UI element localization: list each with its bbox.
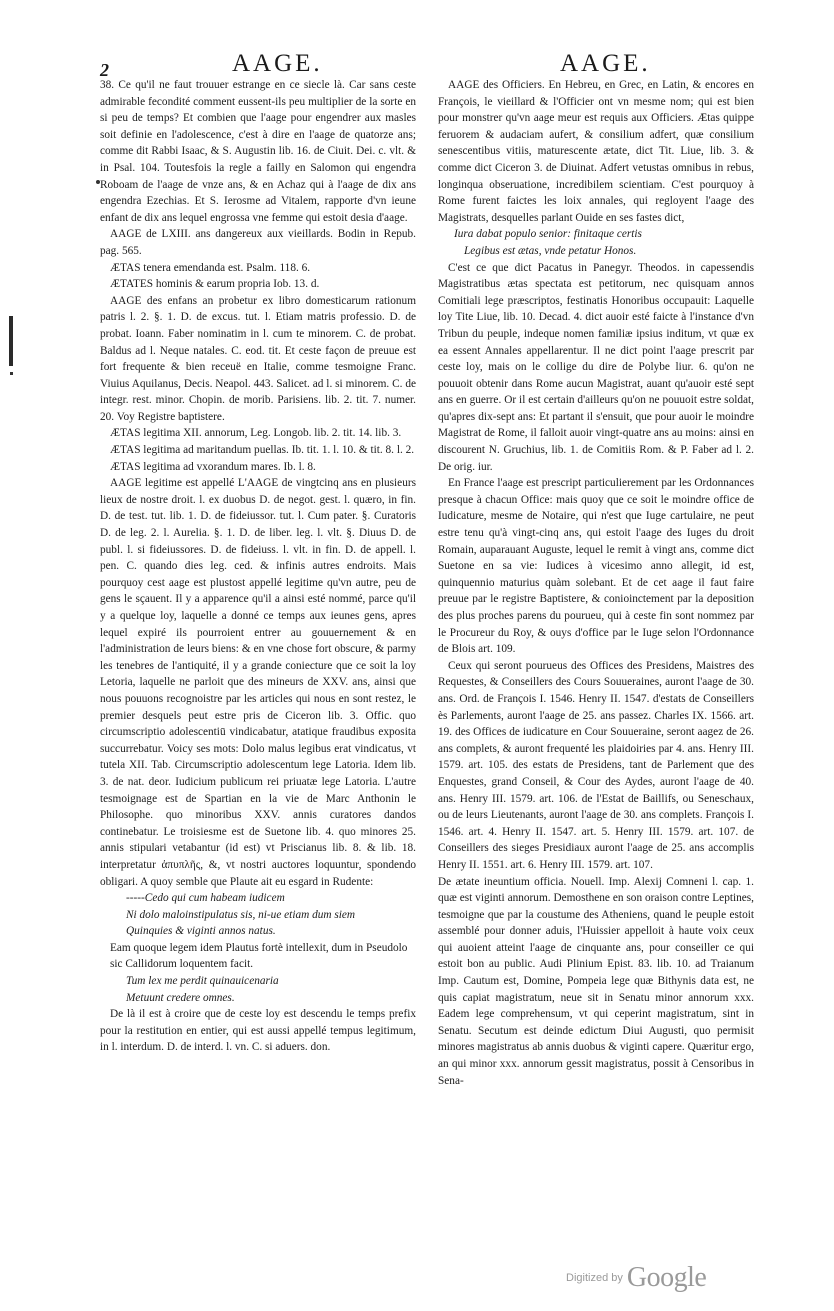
paragraph: Ceux qui seront pourueus des Offices des Presidens, Maistres des Requestes, & Conseillers des Cours Souueraines, auront l'aage de 30. ans. Ord. de François I. 1546. Henry II. 1547. d'estats de Conseillers ès Parlements, auront l'aage de 25. ans passez. Charles IX. 1566. art. 19. des Offices de iudicature en Cour Souueraine, seront aagez de 26. ans complets, & auront frequenté les plaidoiries par 4. ans. Henry III. 1579. art. 105. des estats de Presidens, tant de Parlement que des Enquestes, grand Conseil, & Cour des Aydes, auront l'aage de 40. ans. Henry III. 1579. art. 106. de l'Estat de Baillifs, ou Seneschaux, ou de leurs Lieutenants, auront l'aage de 30. ans complets. François I. 1546. art. 4. Henry II. 1547. art. 5. Henry III. 1579. art. 107. de Conseillers des sieges Presidiaux auront l'aage de 25. ans accomplis Henry II. 1551. art. 6. Henry III. 1579. art. 107. [438, 659, 754, 871]
verse-line: Ni dolo maloinstipulatus sis, ni-ue etiam dum siem [126, 908, 356, 921]
entry: ÆTATES hominis & earum propria Iob. 13. d. [110, 278, 320, 291]
right-column [438, 77, 754, 1089]
running-head-right: AAGE. [560, 50, 651, 77]
verse-line: Iura dabat populo senior: finitaque certis [454, 228, 642, 241]
entry: AAGE des enfans an probetur ex libro domesticarum rationum patris l. 2. §. 1. D. de excus. tut. l. Etiam matris professio. D. de probat. Ioann. Faber nominatim in l. cum te minorem. C. de probat. Baldus ad l. Neque natales. C. eod. tit. Et ceste façon de preuue est fort frequente & bien receuë en Italie, comme tesmoigne Franc. Viuius Aquilanus, Decis. Neapol. 443. Salicet. ad l. si minorem. C. de integr. rest. minor. Chopin. de morib. Parisiens. lib. 2. tit. 7. numer. 20. Voy Registre baptistere. [100, 294, 416, 423]
entry: AAGE de LXIII. ans dangereux aux vieillards. Bodin in Repub. pag. 565. [100, 228, 416, 257]
entry: ÆTAS tenera emendanda est. Psalm. 118. 6. [110, 261, 311, 274]
page-number: 2 [100, 60, 109, 80]
paragraph: 38. Ce qu'il ne faut trouuer estrange en ce siecle là. Car sans ceste admirable fecondité comment eussent-ils peu multiplier de la sorte en si peu de temps? Et combien que l'aage pour engendrer aux masles soit definie en l'adolescence, c'est à dire en l'aage de quatorze ans; comme dit Rabbi Isaac, & S. Augustin lib. 16. de Ciuit. Dei. c. vlt. & in Psal. 104. Toutesfois la regle a failly en Salomon qui engendra Roboam de l'aage de vnze ans, & en Achaz qui à l'aage de dix ans engendra Ezechias. Et S. Ierosme ad Vitalem, rapporte d'vn ieune enfant de dix ans lequel engrossa vne femme qui estoit desia d'aage. [100, 79, 416, 224]
verse-line: -----Cedo qui cum habeam iudicem [126, 892, 285, 905]
verse-line: Metuunt credere omnes. [126, 991, 235, 1004]
entry: ÆTAS legitima XII. annorum, Leg. Longob. lib. 2. tit. 14. lib. 3. [110, 427, 402, 440]
entry: ÆTAS legitima ad maritandum puellas. Ib. tit. 1. l. 10. & tit. 8. l. 2. [110, 444, 415, 457]
watermark-prefix: Digitized by [566, 1272, 623, 1284]
verse-line: Tum lex me perdit quinauicenaria [126, 975, 279, 988]
paragraph: De là il est à croire que de ceste loy est descendu le temps prefix pour la restitution en entier, qui est aussi appellé tempus legitimum, in l. interdum. D. de interd. l. vn. C. si aduers. don. [100, 1008, 416, 1054]
digitized-by-google-watermark [566, 1262, 716, 1296]
paragraph: Eam quoque legem idem Plautus fortè intellexit, dum in Pseudolo sic Callidorum loquentem facit. [110, 941, 408, 971]
running-head-left: AAGE. [232, 50, 323, 77]
left-column [100, 77, 416, 1056]
entry: AAGE des Officiers. En Hebreu, en Grec, en Latin, & encores en François, le vieillard & l'Officier ont vn mesme nom; qui est bien pour monstrer qu'vn aage meur est requis aux Officiers. Ætas quippe feruorem & audaciam aufert, & consilium adfert, quæ consilium senescentibus vitiis, maturescente ætate, dict Tit. Liue, lib. 3. & comme dict Ciceron 3. de Diuinat. Adfert vetustas omnibus in rebus, longinqua obseruatione, incredibilem scientiam. C'est pourquoy à Rome furent faictes les loix annales, qui regloyent l'aage des Magistrats, desquelles parlant Ouide en ses fastes dict, [438, 79, 754, 224]
paragraph: En France l'aage est prescript particulierement par les Ordonnances presque à chacun Office: mais quoy que ce soit le moindre office de Iudicature, mesme de Notaire, qui n'est que Iuge cartulaire, ne peut estre tenu qu'à vingt-cinq ans, qui estoit l'aage des Iuges du droit Romain, auparauant Auguste, lequel le remit à vingt ans, comme dict Suetone en sa vie: Iudices à vicesimo anno allegit, id est, quinquennio maturius quàm solebant. Et de cet aage il faut faire preuue par le registre Baptistere, & conioinctement par la deposition des plus proches parens du pourueu, qui à ceste fin sont nommez par le Procureur du Roy, & ouys d'office par le Iuge selon l'Ordonnance de Blois art. 109. [438, 477, 754, 656]
google-logo: Google [626, 1262, 707, 1293]
margin-mark [9, 316, 13, 366]
verse-line: Legibus est ætas, vnde petatur Honos. [464, 244, 637, 257]
margin-speck [10, 372, 13, 375]
entry: ÆTAS legitima ad vxorandum mares. Ib. l. 8. [110, 460, 316, 473]
entry: AAGE legitime est appellé L'AAGE de vingtcinq ans en plusieurs lieux de nostre droit. l. ex duobus D. de negot. gest. l. quæro, in fin. D. de test. tut. lib. 1. D. de fideiussor. tut. l. Cum pater. §. Curatoris D. de leg. 2. l. Aurelia. §. 1. D. de liber. leg. l. vlt. §. Diuus D. de publ. l. si fideiussores. D. de fideiuss. l. vlt. in fin. D. de appell. l. pen. C. quando dies leg. ced. & infinis autres endroits. Mais pourquoy cest aage est plustost appellé legitime qu'vn autre, peu de gens le sçauent. Il y a apparence qu'il a ainsi esté nommé, parce qu'il y a quelque loy, laquelle a donné ce temps aux ieunes gens, apres lequel expiré ils pourroient entrer au gouuernement & en l'administration de leurs biens: & en vne chose fort obscure, & parmy les tenebres de l'antiquité, il y a grande coniecture que ce soit la loy Letoria, laquelle ne parloit que des mineurs de XXV. ans, ainsi que nous pouuons recognoistre par les articles qui nous en sont restez, le premier desquels peut estre pris de Ciceron lib. 3. Offic. quo circumscriptio adolescentiū vindicabatur, atatique fraudibus exposita succurrebatur. Voicy ses mots: Dolo malus legibus erat vindicatus, vt tutela XII. Tab. Circumscriptio adolescentum lege Latoria. Idem lib. 3. de nat. deor. Iudicium publicum rei priuatæ lege Latoria. L'autre tesmoignage est de Spartian en la vie de Marc Anthonin le Philosophe. quo minoribus XXV. annis curatores dandos continebatur. Le troisiesme est de Suetone lib. 4. quo minores 25. annis stipulari vetabantur (id est) vt Priscianus lib. 8. & lib. 18. interpretatur ἀπυπλῆς, &, vt nostri auctores loquuntur, spondendo obligari. A quoy semble que Plaute ait eu esgard in Rudente: [100, 477, 416, 888]
verse-line: Quinquies & viginti annos natus. [126, 925, 276, 938]
paragraph: De ætate ineuntium officia. Nouell. Imp. Alexij Comneni l. cap. 1. quæ est viginti annorum. Demosthene en son oraison contre Leptines, tesmoigne que par la coustume des Atheniens, quand le peuple estoit assemblé pour donner aduis, l'Huissier appelloit à haute voix ceux qui auoient atteint l'aage de cinquante ans, pour conseiller ce qui estoit bon au public. Audi Plinium Epist. 83. lib. 10. ad Traianum Imp. Cautum est, Domine, Pompeia lege quæ Bithynis data est, ne quis capiat magistratum, neue sit in Senatu minor annorum xxx. Eadem lege comprehensum, vt qui ceperint magistratum, sint in Senatu. Secutum est deinde edictum Diui Augusti, quo permisit minores magistratus ab annis duobus & viginti capere. Quæritur ergo, an qui minor xxx. annorum gessit magistratus, possit à Censoribus in Sena- [438, 875, 754, 1087]
paragraph: C'est ce que dict Pacatus in Panegyr. Theodos. in capessendis Magistratibus ætas spectata est petitorum, nec quisquam annos Comitiali lege præscriptos, festinatis Honoribus occupauit: Laquelle loy Tite Liue, lib. 10. Decad. 4. dict auoir esté faicte à l'instance d'vn Tribun du peuple, indeque nomen familiæ ipsius inditum, vt quæ ex ea essent Annales appellarentur. Il ne dict point l'aage prescrit par ceste loy, mais on le collige du dire de Polybe liur. 6. qu'on ne pouuoit obtenir dans Rome aucun Magistrat, auant qu'auoir esté sept ans en guerre. Or il est certain d'ailleurs qu'on ne pouuoit estre soldat, qu'apres dix-sept ans: Et partant il s'ensuit, que pour auoir le moindre Magistrat de Rome, il falloit auoir vingt-quatre ans au moins: ainsi en discourent N. Gruchius, lib. 1. de Comitiis Rom. & P. Faber ad l. 2. De orig. iur. [438, 261, 754, 473]
